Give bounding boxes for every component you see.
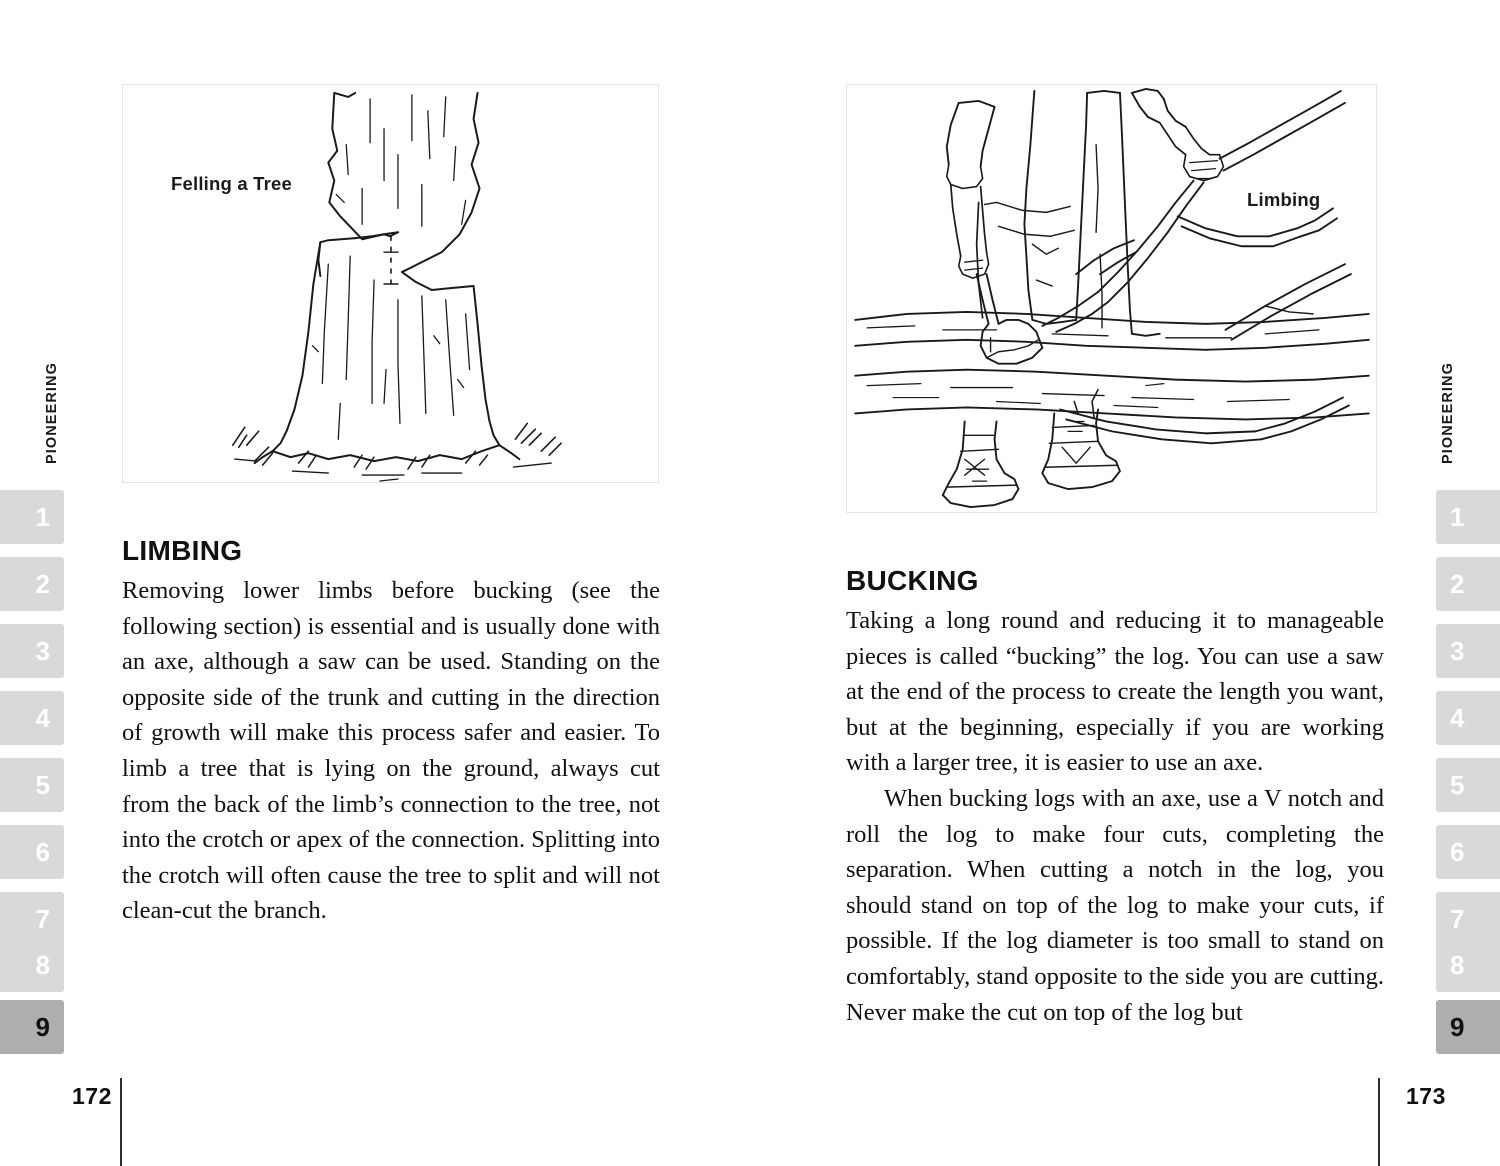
left-page-body-text <box>122 573 660 929</box>
sidebar-tab-8-left[interactable]: 8 <box>0 938 64 992</box>
sidebar-tab-6-left[interactable]: 6 <box>0 825 64 879</box>
sidebar-tab-5-right[interactable]: 5 <box>1436 758 1500 812</box>
page-number-right: 173 <box>1406 1083 1446 1109</box>
felling-a-tree-figure <box>122 84 659 483</box>
sidebar-tab-7-right[interactable]: 7 <box>1436 892 1500 946</box>
right-page <box>750 0 1446 1166</box>
left-folio-block <box>72 1046 202 1166</box>
sidebar-tab-3-right[interactable]: 3 <box>1436 624 1500 678</box>
right-page-body-text <box>846 603 1384 1030</box>
folio-rule-left <box>120 1078 122 1166</box>
page-number-left: 172 <box>72 1083 112 1109</box>
section-title-left: PIONEERING <box>44 362 60 465</box>
figure-caption-limbing: Limbing <box>1247 189 1321 210</box>
sidebar-tab-9-right-active[interactable]: 9 <box>1436 1000 1500 1054</box>
sidebar-tab-2-right[interactable]: 2 <box>1436 557 1500 611</box>
sidebar-tab-4-left[interactable]: 4 <box>0 691 64 745</box>
sidebar-tab-7-left[interactable]: 7 <box>0 892 64 946</box>
sidebar-tab-8-right[interactable]: 8 <box>1436 938 1500 992</box>
section-heading-limbing: LIMBING <box>122 535 243 566</box>
sidebar-tab-6-right[interactable]: 6 <box>1436 825 1500 879</box>
paragraph: Taking a long round and reducing it to manageable pieces is called “bucking” the log. You can use a saw at the end of the process to create the length you want, but at the beginning, especially if you are working with a larger tree, it is easier to use an axe. <box>846 607 1384 777</box>
sidebar-tab-3-left[interactable]: 3 <box>0 624 64 678</box>
left-page <box>72 0 750 1166</box>
tree-stump-illustration <box>123 85 658 482</box>
folio-rule-right <box>1378 1078 1380 1166</box>
left-tab-rail <box>0 0 72 1166</box>
paragraph: When bucking logs with an axe, use a V notch and roll the log to make four cuts, completing the separation. When cutting a notch in the log, you should stand on top of the log to make your cuts, if possible. If the log diameter is too small to stand on comfortably, stand opposite to the side you are cutting. Never make the cut on top of the log but <box>846 784 1384 1026</box>
sidebar-tab-4-right[interactable]: 4 <box>1436 691 1500 745</box>
sidebar-tab-1-right[interactable]: 1 <box>1436 490 1500 544</box>
section-title-right: PIONEERING <box>1440 362 1456 465</box>
limbing-figure <box>846 84 1377 513</box>
section-heading-bucking: BUCKING <box>846 565 979 596</box>
figure-caption-felling-a-tree: Felling a Tree <box>171 173 293 194</box>
right-tab-rail <box>1428 0 1500 1166</box>
paragraph: Removing lower limbs before bucking (see the following section) is essential and is usually done with an axe, although a saw can be used. Standing on the opposite side of the trunk and cutting in the direction of growth will make this process safer and easier. To limb a tree that is lying on the ground, always cut from the back of the limb’s connection to the tree, not into the crotch or apex of the connection. Splitting into the crotch will often cause the tree to split and will not clean-cut the branch. <box>122 577 660 925</box>
limbing-with-axe-illustration <box>847 85 1376 512</box>
sidebar-tab-9-left-active[interactable]: 9 <box>0 1000 64 1054</box>
sidebar-tab-1-left[interactable]: 1 <box>0 490 64 544</box>
sidebar-tab-2-left[interactable]: 2 <box>0 557 64 611</box>
sidebar-tab-5-left[interactable]: 5 <box>0 758 64 812</box>
